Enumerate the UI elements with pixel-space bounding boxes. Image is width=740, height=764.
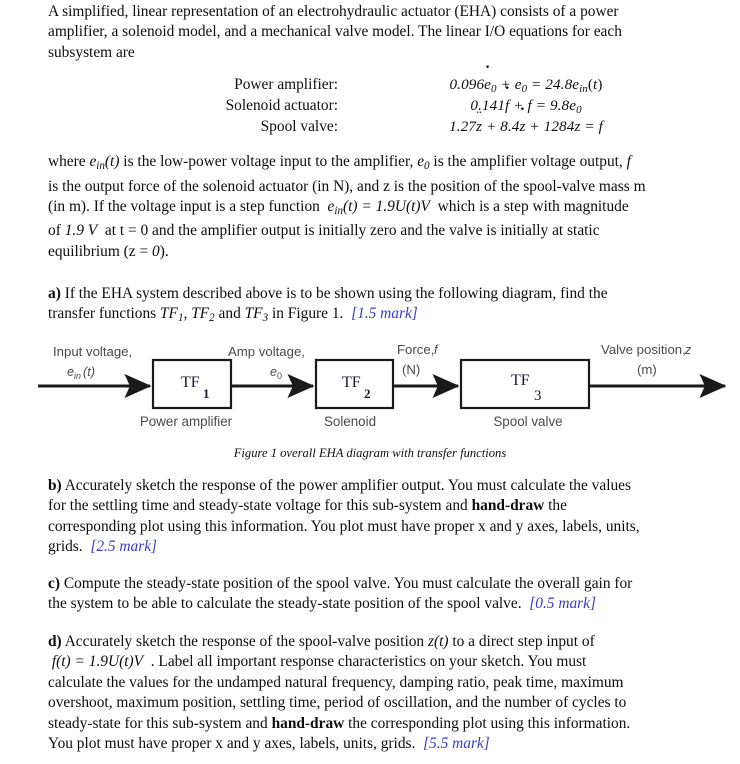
where-step-magnitude: 1.9 V (64, 222, 98, 240)
signal-label-amp-voltage: Amp voltage, (228, 344, 305, 359)
part-b (48, 476, 716, 558)
part-a-mark: [1.5 mark] (351, 305, 418, 323)
block-2-caption: Solenoid (323, 414, 377, 429)
part-b-line-2 (48, 496, 716, 516)
where-line-1-a: where (48, 153, 90, 170)
part-b-line-3: corresponding plot using this information. You plot must have proper x and y axes, labels, units, (48, 517, 640, 535)
where-step-equation: $e_{in}(t) = 1.9U(t)V$ (327, 197, 430, 217)
part-c (48, 574, 716, 615)
where-line-4-a: of (48, 222, 61, 240)
equation-label-solenoid-actuator: Solenoid actuator: (225, 97, 338, 114)
part-d-line-1 (48, 632, 716, 652)
part-d-line-2 (48, 652, 716, 672)
part-b-text-4: grids. (48, 538, 83, 556)
part-d-text-5b: the corresponding plot using this information. (344, 714, 631, 732)
part-d-label: d) (48, 633, 62, 650)
where-line-5: equilibrium (z = 0). (48, 242, 169, 260)
part-d-symbol-z: z(t) (427, 633, 449, 650)
signal-symbol-f: f (434, 343, 438, 357)
figure-caption: Figure 1 overall EHA diagram with transfer functions (233, 446, 507, 460)
equation-label-spool-valve: Spool valve: (260, 118, 338, 135)
part-b-line-1 (48, 476, 716, 496)
intro-line-1: A simplified, linear representation of an electrohydraulic actuator (EHA) consists of a power (48, 3, 619, 20)
signal-unit-newton: (N) (402, 362, 421, 377)
part-b-text-2b: the (544, 497, 567, 515)
equation-power-amplifier: $0.096\cdot e_0 + e_0 = 24.8e_{in}(t)$ (344, 76, 708, 95)
equation-solenoid-actuator: $0.141\cdot f + f = 9.8e_0$ (344, 97, 708, 116)
part-a-line-1 (48, 284, 712, 304)
part-d-text-6: You plot must have proper x and y axes, labels, units, grids. (48, 735, 416, 753)
where-line-1-c: is the amplifier voltage output, (429, 153, 627, 170)
block-2-title: TF (342, 374, 361, 391)
block-3-caption: Spool valve (493, 414, 563, 429)
part-b-text-1: Accurately sketch the response of the power amplifier output. You must calculate the values (64, 477, 631, 494)
part-c-label: c) (48, 575, 60, 592)
equation-label-power-amplifier: Power amplifier: (234, 76, 338, 93)
where-line-4 (48, 221, 712, 241)
equation-row-power-amplifier (48, 76, 708, 97)
part-d-line-4: overshoot, maximum position, settling time, period of oscillation, and the number of cycles to (48, 694, 627, 712)
part-d-handdraw: hand-draw (271, 714, 345, 732)
block-1-index: 1 (203, 386, 210, 401)
part-d-line-6 (48, 734, 716, 754)
part-d-text-2: . Label all important response characteristics on your sketch. You must (150, 653, 587, 671)
where-line-3-lead: (in m). If the voltage input is a step function (48, 197, 320, 215)
part-a-text-1: If the EHA system described above is to be shown using the following diagram, find the (64, 285, 608, 302)
block-3-index: 3 (534, 388, 542, 404)
where-line-2: is the output force of the solenoid actuator (in N), and z is the position of the spool-valve mass m (48, 177, 646, 195)
signal-label-input-voltage: Input voltage, (53, 344, 133, 359)
part-d (48, 632, 716, 754)
signal-symbol-ein: e (67, 365, 75, 379)
block-1-caption: Power amplifier (139, 414, 233, 429)
where-line-3-tail: which is a step with magnitude (437, 197, 629, 215)
part-d-text-5a: steady-state for this sub-system and (48, 714, 272, 732)
part-b-text-2a: for the settling time and steady-state voltage for this sub-system and (48, 497, 472, 515)
signal-symbol-e0-subscript: 0 (277, 371, 283, 381)
part-d-text-1b: to a direct step input of (448, 633, 595, 650)
where-paragraph (48, 152, 712, 262)
part-c-line-2 (48, 594, 716, 614)
signal-unit-meter: (m) (637, 362, 657, 377)
signal-symbol-ein-arg: (t) (83, 365, 95, 379)
signal-symbol-z: z (685, 343, 692, 357)
part-c-text-2: the system to be able to calculate the steady-state position of the spool valve. (48, 595, 522, 613)
block-3-title: TF (511, 372, 530, 389)
part-a-line-2: transfer functions $TF_1$, $TF_2$ and $TF_3$ in Figure 1. [1.5 mark] (48, 305, 418, 325)
part-a-label: a) (48, 285, 61, 302)
signal-symbol-e0: e (270, 365, 278, 379)
equation-spool-valve: 1.27¨ z + 8.4· z + 1284z = f (344, 118, 708, 136)
signal-symbol-ein-subscript: in (74, 371, 82, 381)
part-d-line-5 (48, 714, 716, 734)
part-b-handdraw: hand-draw (471, 497, 545, 515)
part-d-line-3: calculate the values for the undamped natural frequency, damping ratio, peak time, maximum (48, 673, 624, 691)
intro-line-2: amplifier, a solenoid model, and a mechanical valve model. The linear I/O equations for each (48, 23, 622, 41)
block-2-index: 2 (364, 386, 371, 401)
where-line-1: where $e_{in}(t)$ is the low-power voltage input to the amplifier, $e_0$ is the amplifier voltage output, f (48, 153, 631, 173)
part-b-line-4 (48, 537, 716, 557)
part-a (48, 284, 712, 329)
intro-paragraph (48, 2, 712, 63)
part-c-mark: [0.5 mark] (529, 595, 596, 613)
part-b-mark: [2.5 mark] (90, 538, 158, 556)
part-c-line-1 (48, 574, 716, 594)
part-d-text-1a: Accurately sketch the response of the spool-valve position (64, 633, 428, 650)
part-c-text-1: Compute the steady-state position of the spool valve. You must calculate the overall gain for (63, 575, 633, 592)
equation-block (48, 76, 708, 139)
block-1-title: TF (181, 374, 200, 391)
intro-line-3: subsystem are (48, 43, 135, 61)
where-line-1-b: is the low-power voltage input to the amplifier, (119, 153, 418, 170)
signal-label-valve-position: Valve position, (601, 342, 686, 357)
part-b-label: b) (48, 477, 62, 494)
signal-label-force: Force, (397, 342, 435, 357)
part-d-mark: [5.5 mark] (423, 735, 490, 753)
where-line-4-b: at t = 0 and the amplifier output is initially zero and the valve is initially at static (104, 222, 600, 240)
part-d-step-equation: f(t) = 1.9U(t)V (51, 653, 144, 671)
where-line-3 (48, 197, 712, 222)
equation-row-solenoid-actuator (48, 97, 708, 118)
equation-row-spool-valve (48, 118, 708, 139)
